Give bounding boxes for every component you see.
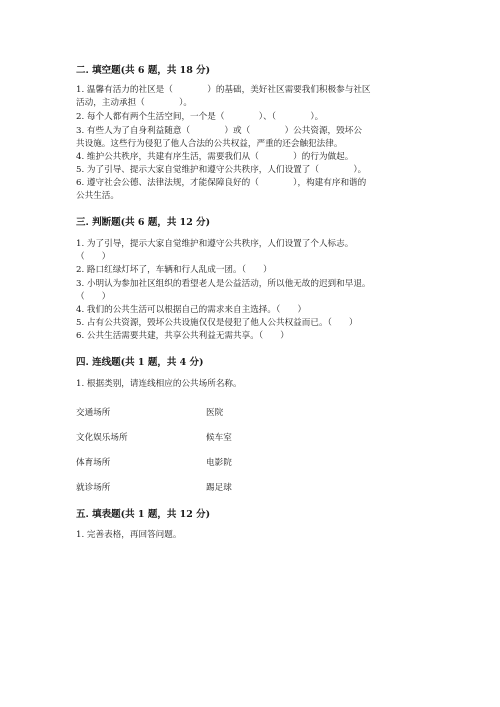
section-3-title: 三. 判断题(共 6 题，共 12 分): [76, 217, 211, 228]
section-3-line: 5. 占有公共资源，毁坏公共设施仅仅是侵犯了他人公共权益而已。（ ）: [76, 318, 358, 328]
match-right-item: 医院: [206, 408, 224, 418]
match-left-item: 文化娱乐场所: [76, 433, 128, 443]
section-2-line: 6. 遵守社会公德、法律法规，才能保障良好的（ ），构建有序和谐的: [76, 178, 367, 188]
match-right-item: 候车室: [206, 433, 232, 443]
section-2-line: 共设施。这些行为侵犯了他人合法的公共权益，严重的还会触犯法律。: [76, 139, 343, 149]
section-5-instruction: 1. 完善表格，再回答问题。: [76, 530, 182, 540]
section-2-line: 5. 为了引导、提示大家自觉维护和遵守公共秩序，人们设置了（ ）。: [76, 165, 367, 175]
section-4-title: 四. 连线题(共 1 题，共 4 分): [76, 357, 204, 368]
match-left-item: 交通场所: [76, 408, 111, 418]
section-3-line: （ ）: [76, 292, 111, 302]
match-right-item: 电影院: [206, 458, 232, 468]
section-5-title: 五. 填表题(共 1 题，共 12 分): [76, 509, 211, 520]
section-2-line: 3. 有些人为了自身利益随意（ ）或（ ）公共资源，毁坏公: [76, 126, 362, 136]
section-3-line: 3. 小明认为参加社区组织的看望老人是公益活动，所以他无故的迟到和早退。: [76, 279, 371, 289]
section-3-line: 2. 路口红绿灯坏了，车辆和行人乱成一团。（ ）: [76, 265, 272, 275]
section-2-title: 二. 填空题(共 6 题，共 18 分): [76, 65, 211, 76]
match-left-item: 就诊场所: [76, 483, 111, 493]
section-2-line: 1. 温馨有活力的社区是（ ）的基础，美好社区需要我们积极参与社区: [76, 85, 371, 95]
section-3-line: 6. 公共生活需要共建，共享公共利益无需共享。（ ）: [76, 331, 289, 341]
section-4-instruction: 1. 根据类别，请连线相应的公共场所名称。: [76, 379, 242, 389]
section-2-line: 2. 每个人都有两个生活空间，一个是（ ）、（ ）。: [76, 112, 324, 122]
section-2-line: 4. 维护公共秩序，共建有序生活，需要我们从（ ）的行为做起。: [76, 152, 354, 162]
section-3-line: （ ）: [76, 252, 111, 262]
section-3-line: 4. 我们的公共生活可以根据自己的需求来自主选择。（ ）: [76, 305, 307, 315]
match-right-item: 踢足球: [206, 483, 232, 493]
section-3-line: 1. 为了引导，提示大家自觉维护和遵守公共秩序，人们设置了个人标志。: [76, 239, 354, 249]
section-2-line: 公共生活。: [76, 191, 119, 201]
section-2-line: 活动，主动承担（ ）。: [76, 98, 193, 108]
match-left-item: 体育场所: [76, 458, 111, 468]
